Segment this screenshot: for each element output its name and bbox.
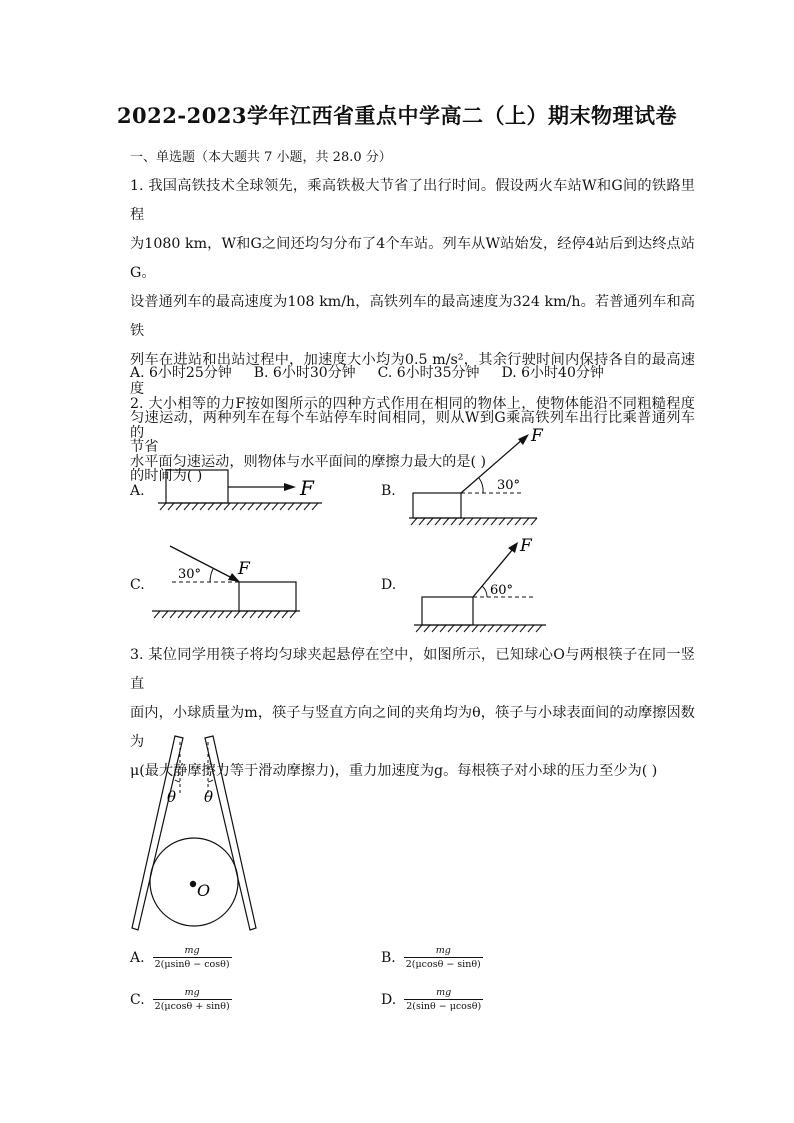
figure-a — [150, 462, 330, 518]
block — [166, 470, 228, 503]
option-a-denominator: 2(μsinθ − cosθ) — [154, 959, 230, 970]
center-label: O — [197, 881, 211, 900]
angle-arc — [482, 586, 487, 597]
option-d-label: D. — [381, 991, 397, 1008]
question-1-line: 为1080 km，W和G之间还均匀分布了4个车站。列车从W站始发，经停4站后到达终点站G。 — [130, 236, 695, 281]
question-2-line: 水平面匀速运动，则物体与水平面间的摩擦力最大的是( ) — [130, 454, 487, 470]
angle-arc — [208, 780, 213, 782]
question-3-line: 3. 某位同学用筷子将均匀球夹起悬停在空中，如图所示，已知球心O与两根筷子在同一竖直 — [130, 647, 695, 692]
angle-label: 60° — [490, 583, 514, 598]
figure-d-label[interactable]: D. — [381, 577, 397, 593]
question-1-line: 的时间为( ) — [130, 468, 203, 484]
option-c-denominator: 2(μcosθ + sinθ) — [154, 1001, 230, 1012]
arrow-head-icon — [518, 434, 529, 445]
theta-left-label: θ — [167, 788, 177, 806]
force-label: F — [238, 559, 250, 579]
figure-c — [150, 540, 310, 620]
question-1-line: 1. 我国高铁技术全球领先，乘高铁极大节省了出行时间。假设两火车站W和G间的铁路里程 — [130, 178, 695, 223]
chopsticks-figure — [128, 732, 263, 937]
option-d[interactable]: D. 6小时40分钟 — [501, 365, 604, 381]
angle-arc — [210, 569, 213, 582]
question-3-line: μ(最大静摩擦力等于滑动摩擦力)，重力加速度为g。每根筷子对小球的压力至少为( ) — [130, 763, 658, 779]
question-1-options — [130, 362, 626, 382]
option-d[interactable] — [381, 987, 483, 1012]
question-1-line: 列车在进站和出站过程中，加速度大小均为0.5 m/s²，其余行驶时间内保持各自的最高速度 — [130, 352, 695, 397]
page-title: 2022-2023学年江西省重点中学高二（上）期末物理试卷 — [116, 103, 678, 128]
option-a[interactable] — [130, 945, 232, 970]
figure-c-label[interactable]: C. — [130, 577, 145, 593]
figure-b — [405, 425, 545, 530]
option-c-label: C. — [130, 991, 145, 1008]
left-chopstick — [132, 736, 183, 930]
option-b[interactable] — [381, 945, 483, 970]
force-label: F — [520, 536, 532, 556]
question-1-line: 设普通列车的最高速度为108 km/h，高铁列车的最高速度为324 km/h。若普通列车和高铁 — [130, 294, 695, 339]
option-b-numerator: mg — [435, 945, 451, 956]
arrow-head-icon — [284, 483, 296, 491]
option-c[interactable]: C. 6小时35分钟 — [377, 365, 480, 381]
figure-d — [410, 530, 550, 634]
ball-center-dot — [190, 881, 196, 887]
question-1-line: 匀速运动，两种列车在每个车站停车时间相同，则从W到G乘高铁列车出行比乘普通列车节省 — [130, 410, 695, 455]
question-3-line: 面内，小球质量为m，筷子与竖直方向之间的夹角均为θ，筷子与小球表面间的动摩擦因数为 — [130, 705, 695, 750]
option-a-numerator: mg — [184, 945, 200, 956]
ground-hatching — [416, 625, 542, 632]
angle-label: 30° — [497, 478, 521, 493]
ground-hatching — [411, 518, 537, 525]
option-d-denominator: 2(sinθ − μcosθ) — [406, 1001, 482, 1012]
option-a[interactable]: A. 6小时25分钟 — [130, 365, 232, 381]
ground-hatching — [154, 611, 296, 618]
ground-hatching — [160, 503, 318, 510]
angle-arc — [175, 780, 180, 782]
angle-label: 30° — [178, 567, 202, 582]
figure-a-label[interactable]: A. — [130, 483, 145, 499]
option-c[interactable] — [130, 987, 232, 1012]
option-b-label: B. — [381, 949, 396, 966]
section-heading: 一、单选题（本大题共 7 小题，共 28.0 分） — [130, 150, 392, 165]
option-d-numerator: mg — [436, 987, 452, 998]
force-label: F — [531, 426, 543, 446]
theta-right-label: θ — [204, 788, 214, 806]
question-2-line: 2. 大小相等的力F按如图所示的四种方式作用在相同的物体上，使物体能沿不同粗糙程度的 — [130, 396, 695, 441]
force-label: F — [300, 476, 314, 500]
block — [422, 597, 473, 625]
angle-arc — [479, 478, 483, 493]
option-b-denominator: 2(μcosθ − sinθ) — [405, 959, 481, 970]
block — [413, 493, 461, 518]
right-chopstick — [205, 736, 256, 930]
arrow-head-icon — [508, 542, 518, 553]
block — [239, 582, 296, 611]
option-c-numerator: mg — [184, 987, 200, 998]
option-b[interactable]: B. 6小时30分钟 — [253, 365, 356, 381]
option-a-label: A. — [130, 949, 145, 966]
figure-b-label[interactable]: B. — [381, 483, 396, 499]
